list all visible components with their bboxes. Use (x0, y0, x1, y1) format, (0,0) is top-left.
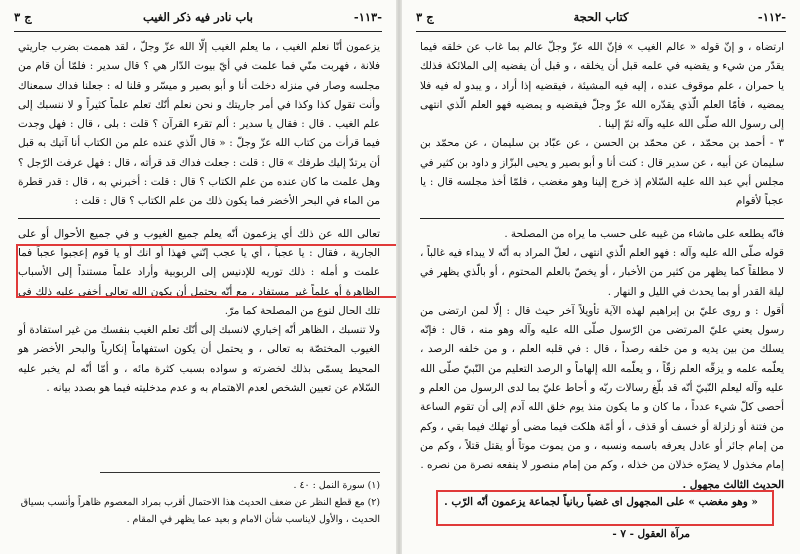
left-page-header (14, 8, 382, 28)
left-text-divider (18, 218, 380, 219)
right-page (402, 0, 800, 554)
left-page-title: باب نادر فيه ذكر الغيب (142, 10, 253, 24)
right-page-body (420, 38, 784, 495)
boxed-note: « وهو مغضب » على المجهول اى غضباً ربانياً لجماعة يزعمون أنّه الرّب . (444, 496, 758, 508)
right-text-divider (420, 218, 784, 219)
left-highlight-box (16, 244, 396, 298)
footnote-2: (٢) مع قطع النظر عن ضعف الحديث هذا الاحتمال أقرب بمراد المعصوم ظاهراً وأنسب بسياق الحديث ، والأول لايناسب شأن الامام و بعيد عما يظهر في المقام . (20, 497, 380, 525)
right-page-header (416, 8, 786, 28)
right-header-rule (416, 31, 786, 32)
left-footnote-rule (100, 472, 380, 473)
commentary-line-1: فانّه يطلعه على ماشاء من غيبه على حسب ما يراه من المصلحة . (504, 227, 784, 240)
right-volume-label: ج ٣ (416, 10, 434, 24)
commentary-paragraph-1: تعالى الله عن ذلك أي يزعمون أنّه يعلم جميع الغيوب و في جميع الأحوال أو على الجارية ، فقال : يا عجباً ، أي يا عجب إنّني فهذا أو انك أو يا قوم إعجبوا عجباً فما علمت و أمله : ذلك توريه للإدنيس إلى الربوبية وأراد علماً مستنداً إلى الأسباب الظاهرة أو علماً غير مستفاد ، مع أنّه يحتمل أن يكون الله تعالى أخفى عليه ذلك في تلك الحال لنوع من المصلحة كما مرّ. (18, 227, 380, 317)
hadith-3-text: ٣ - أحمد بن محمّد ، عن محمّد بن الحسن ، عن عبّاد بن سليمان ، عن محمّد بن سليمان عن أبيه ، عن سدير قال : كنت أنا و أبو بصير و يحيى البزّاز و داود بن كثير في مجلس أبي عبد الله عليه السّلام إذ خرج إلينا وهو مغضب ، فلمّا أخذ مجلسه قال : يا عجباً لأقوام (420, 137, 784, 208)
left-page-number: -١١٣- (353, 10, 382, 24)
footnote-1: (١) سورة النمل : ٤٠ . (293, 480, 380, 491)
signature-mark: مرآة العقول - ٧ - (612, 528, 690, 540)
left-page (0, 0, 396, 554)
section-heading: الحديث الثالث مجهول . (682, 478, 784, 491)
commentary-paragraph-2: ولا تنسبك ، الظاهر أنّه إخباري لانسبك إلى أنّك تعلم الغيب بنفسك من غير استفادة أو الغيوب المختصّة به تعالى ، و يحتمل أن يكون استفهاماً إنكارياً والبحر الأخضر هو المحيط يسمّى بذلك لخضرته و سواده بسبب كثرة مائه ، و أمّا أنّه لم يخبر عليه السّلام عن تعيين الشخص لعدم الاهتمام به و عدم مدخليته فيما هو بصدد بيانه . (18, 324, 380, 395)
left-volume-label: ج ٣ (14, 10, 32, 24)
right-page-title: كتاب الحجة (573, 10, 629, 24)
hadith-text: يزعمون أنّا نعلم الغيب ، ما يعلم الغيب إلّا الله عزّ وجلّ ، لقد هممت بضرب جاريتي فلانة ، فهربت منّي فما علمت في أيّ بيوت الدّار هي ؟ قال سدير : فلمّا أن قام من مجلسه وصار في منزله دخلت أنا و أبو بصير و ميسّر و قلنا له : جعلنا فداك سمعناك وأنت تقول كذا وكذا في أمر جاريتك و نحن نعلم أنّك تعلم علماً كثيراً و لا ننسبك إلى علم الغيب . قال : فقال يا سدير : ألم تقرء القرآن ؟ قلت : بلى ، قال : فهل وجدت فيما قرأت من كتاب الله عزّ وجلّ : « قال الّذي عنده علم من الكتاب أنا آتيك به قبل أن يرتدّ إليك طرفك » قال : قلت : جعلت فداك قد قرأته ، قال : فهل عرفت الرّجل ؟ وهل علمت ما كان عنده من علم الكتاب ؟ قال : قلت : أخبرني به ، قال : قدر قطرة من الماء في البحر الأخضر فما يكون ذلك من علم الكتاب ؟ قال : قلت : (18, 41, 380, 208)
hadith-text-continued: ارتضاه ، و إنّ قوله « عالم الغيب » فإنّ الله عزّ وجلّ عالم بما غاب عن خلقه فيما يقدّر من شيء و يقضيه في علمه قبل أن يخلقه ، و قبل أن يفضيه إلى الملائكة فذلك يا حمران ، علم موقوف عنده ، إليه فيه المشيئة ، فيقضيه إذا أراد ، و يبدو له فيه فلا يمضيه ، فأمّا العلم الّذي يقدّره الله عزّ وجلّ فيقضيه و يمضيه فهو العلم الّذي انتهى إلى رسول الله صلّى الله عليه وآله ثمّ إلينا . (420, 41, 784, 131)
right-page-number: -١١٢- (757, 10, 786, 24)
left-page-body (18, 38, 380, 398)
commentary-line-2: قوله صلّى الله عليه وآله : فهو العلم الّذي انتهى ، لعلّ المراد به أنّه لا يبداء فيه غالباً ، لا مطلقاً كما يظهر من كثير من الأخبار ، أو يخصّ بالعلم المحتوم ، أو بالّذي يظهر في ليلة القدر أو بما يحدث في الليل و النهار . (420, 246, 784, 298)
commentary-line-3: أقول : و روى عليّ بن إبراهيم لهذه الآية تأويلاً آخر حيث قال : إلّا لمن ارتضى من رسول يعني عليّ المرتضى من الرّسول صلّى الله عليه وآله وهو منه ، قال : فإنّه يسلك من بين يديه و من خلفه رصداً ، قال : في قلبه العلم ، و من خلفه الرصد ، يعلّمه علمه و يزقّه العلم زقّاً ، و يعلّمه الله إلهاماً و الرصد التعليم من النّبيّ صلّى الله عليه وآله ليعلم النّبيّ أنّه قد بلّغ رسالات ربّه و أحاط عليّ بما لدى الرسول من العلم و أحصى كلّ شيء عدداً ، ما كان و ما يكون منذ يوم خلق الله آدم إلى أن تقوم الساعة من فتنة أو زلزلة أو خسف أو قذف ، أو أمّة هلكت فيما مضى أو تهلك فيما بقي ، وكم من إمام جائر أو عادل يعرفه باسمه ونسبه ، و من يموت موتاً أو يقتل قتلاً ، وكم من إمام مخذول لا يضرّه خذلان من خذله ، وكم من إمام منصور لا ينفعه نصرة من نصره . (420, 304, 784, 472)
left-header-rule (14, 31, 382, 32)
